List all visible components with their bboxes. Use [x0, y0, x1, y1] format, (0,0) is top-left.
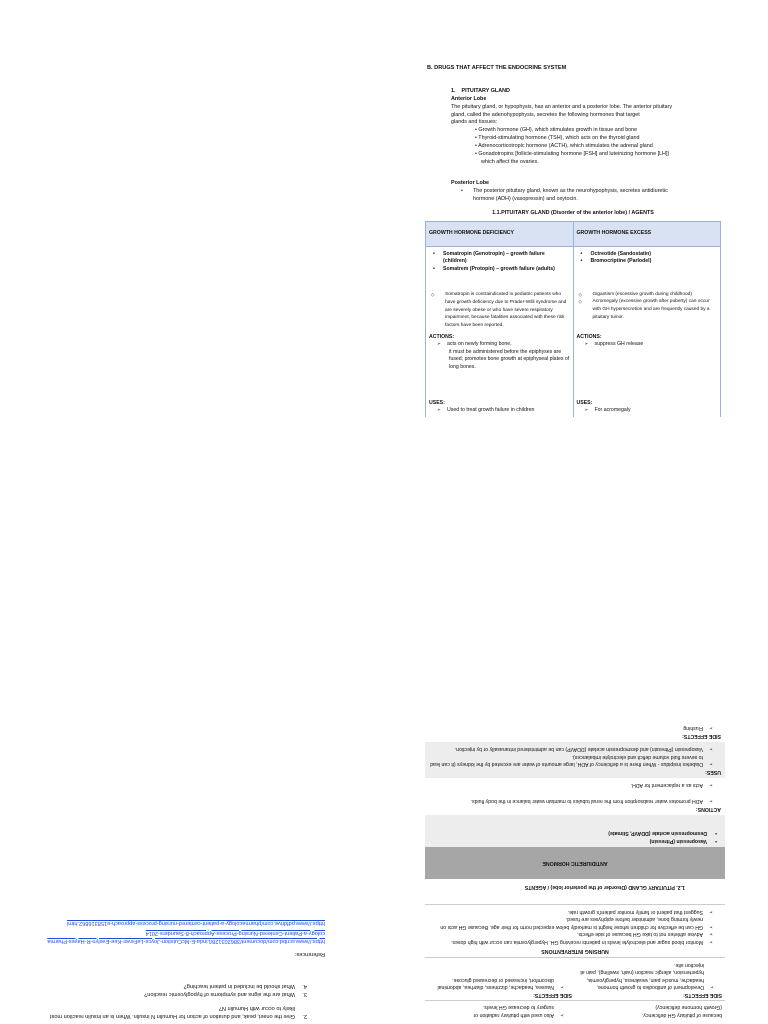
question-text: What should be included in patient teaching?	[183, 982, 295, 989]
question-text: What are the signs and symptoms of hypoglycemic reaction?	[144, 990, 295, 997]
table-cell	[573, 246, 721, 331]
document-page-upper	[425, 64, 721, 417]
table-caption: 1.2. PITUITARY GLAND (Disorder of the posterior lobe) / AGENTS	[524, 884, 685, 891]
adh-drugs	[425, 815, 725, 847]
references-block	[45, 870, 325, 1020]
table-header-row	[426, 221, 721, 246]
table-cell	[426, 332, 574, 398]
posterior-line: The posterior pituitary gland, known as the neurohypophysis, secretes antidiuretic	[473, 188, 668, 195]
drug-item: • Vasopressin (Pitressin)	[429, 836, 721, 844]
hormone-continuation: which affect the ovaries.	[481, 158, 539, 165]
hormone-item: • Growth hormone (GH), which stimulates growth in tissue and bone	[475, 127, 638, 134]
gh-right-line: ➢ Also used with pituitary radiation or	[428, 1010, 572, 1018]
nursing-item: ➢ Monitor blood sugar and electrolyte levels in patients receiving GH. Hyperglycemia can occur with high doses.	[429, 937, 721, 945]
anterior-paragraph-line: The pituitary gland, or hypophysis, has an anterior and a posterior lobe. The anterior pituitary	[451, 103, 673, 110]
side-effects-label: SIDE EFFECTS:	[683, 991, 722, 998]
drug-item: • Somatrem (Protopin) – growth failure (adults)	[429, 266, 570, 274]
nursing-item: ➢ Suggest that patient or family monitor patient's growth rate.	[429, 907, 721, 915]
actions-label: ACTIONS:	[695, 805, 721, 812]
drug-item: • Desmopressin acetate (DDAVP, Stimate)	[429, 829, 721, 837]
hormone-item: • Adrenocorticotropic hormone (ACTH), which stimulates the adrenal gland	[475, 142, 653, 149]
table-cell	[575, 1001, 725, 1020]
hormone-item-continued	[475, 159, 721, 167]
table-cell	[426, 246, 574, 331]
table-cell	[425, 1001, 575, 1020]
posterior-item	[459, 188, 721, 204]
anterior-paragraph-line: gland, called the adenohypophysis, secretes the following hormones that target	[451, 111, 640, 118]
reference-link[interactable]: https://www.scribd.com/document/386203128/Linda-E-McCuistion-Joyce-LeFever-Kee-Evelyn-R-Hayes-Pharmacology-a-Patient-Centered-Nursing-Process-Approach-8-Saunders-2014	[47, 930, 325, 945]
use-item: ➢ Used to treat growth failure in children	[429, 407, 570, 415]
agents-table	[425, 221, 721, 417]
action-item: ➢ Acts as a replacement for ADH.	[429, 781, 721, 789]
question-number: 3.	[302, 990, 307, 997]
table-cell	[426, 398, 574, 417]
actions-label: ACTIONS:	[429, 333, 455, 340]
document-page-rotated	[425, 610, 725, 1020]
action-item: ➢ ADH promotes water reabsorption from the renal tubules to maintain water balance in the body fluids.	[429, 797, 721, 805]
table-row	[425, 1000, 725, 1020]
anterior-lobe-title: Anterior Lobe	[451, 95, 487, 102]
action-item: ➢ acts on newly forming bone,	[429, 341, 570, 349]
drug-item: • Bromocriptine (Parlodel)	[577, 258, 718, 266]
drug-item: • Octreotide (Sandostatin)	[577, 251, 718, 259]
column-header: GROWTH HORMONE DEFICIENCY	[426, 221, 574, 246]
adh-uses	[425, 742, 725, 778]
table-row	[425, 957, 725, 1000]
question-item	[45, 982, 307, 990]
adh-side-effects	[425, 721, 725, 742]
adh-table	[425, 721, 725, 879]
side-effects-text: ➢ Nausea, headache, dizziness, diarrhea, abdominal discomfort, increased or decreased glucose.	[428, 975, 572, 990]
pituitary-heading: 1. PITUITARY GLAND	[451, 88, 510, 95]
table-cell	[575, 958, 725, 1000]
uses-label: USES:	[576, 399, 593, 406]
hormone-item: • Gonadotropins [follicle-stimulating hormone [FSH] and luteinizing hormone [LH])	[475, 150, 670, 157]
posterior-lobe-title: Posterior Lobe	[451, 180, 490, 187]
hormone-list	[425, 127, 721, 166]
posterior-list	[425, 188, 721, 204]
use-item: ➢ Diabetes insipidus - When there is a deficiency of ADH, large amounts of water are excreted by the kidneys (it can lead to severe fluid volume deficit and electrolyte imbalances).	[429, 752, 721, 767]
condition-note: ◇ Acromegaly (excessive growth after puberty) can occur with GH hypersecretion and are frequently caused by a pituitary tumor.	[579, 298, 718, 321]
hormone-item: • Thyroid-stimulating hormone (TSH), which acts on the thyroid gland	[475, 135, 640, 142]
side-effects-text: ➢ Development of antibodies to growth hormone, headache, muscle pain, weakness, hyperglycemia, hypertension, allergic reaction (rash, swelling), pain at injection site.	[578, 960, 722, 990]
gh-left-line: because of pituitary GH deficiency.	[642, 1012, 722, 1018]
section-title: B. DRUGS THAT AFFECT THE ENDOCRINE SYSTEM	[427, 65, 567, 71]
side-effects-label: SIDE EFFECTS:	[682, 732, 721, 739]
side-effects-label: SIDE EFFECTS:	[533, 991, 572, 998]
posterior-lobe-block	[425, 180, 721, 203]
nursing-interventions-title: NURSING INTERVENTIONS	[541, 948, 609, 955]
references-label: References:	[294, 950, 325, 957]
table-row	[426, 398, 721, 417]
question-number: 4.	[302, 982, 307, 989]
gh-right-line: surgery to decrease GH levels.	[482, 1004, 554, 1011]
uses-label: USES:	[429, 399, 445, 406]
question-number: 2.	[302, 1013, 307, 1019]
table-cell	[573, 332, 721, 398]
nursing-list	[425, 904, 725, 947]
condition-note: ◇ Gigantism (excessive growth during childhood)	[579, 291, 718, 299]
anterior-paragraph-line: glands and tissues:	[451, 119, 498, 126]
actions-label: ACTIONS:	[576, 333, 602, 340]
nursing-item: ➢ Advise athletes not to take GH because of side effects.	[429, 930, 721, 938]
question-text: Give the onset, peak, and duration of action for Humulin N insulin. When is an insulin reaction most likely to occur with Humulin N?	[49, 1004, 295, 1019]
table-cell	[425, 958, 575, 1000]
nursing-item: ➢ GH can be effective for children whose height is markedly below expected norm for their age. Because GH acts on newly forming bone, administer before epiphyses are fused.	[429, 915, 721, 930]
uses-label: USES:	[705, 768, 721, 775]
question-item	[45, 1004, 307, 1020]
table-row	[426, 332, 721, 398]
adh-actions	[425, 778, 725, 815]
contraindication-note: ◇ Somatropin is contraindicated in pediatric patients who have growth deficiency due to Prader-Willi syndrome and are severely obese or who have severe respiratory impairment, because fatalities associated with these risk factors have been reported.	[431, 291, 570, 329]
action-continuation: it must be administered before the epiphyses are fused; promotes bone growth at epiphyseal plates of long bones.	[449, 348, 570, 370]
drug-item: • Somatropin (Genotropin) – growth failure (children)	[429, 251, 570, 266]
gh-left-line: (Growth hormone deficiency)	[655, 1004, 722, 1011]
action-item: ➢ suppress GH release	[577, 341, 718, 349]
adh-header: ANTIDIURETIC HORMONE	[425, 847, 725, 879]
use-item: ➢ For acromegaly	[577, 407, 718, 415]
table-caption: 1.1.PITUITARY GLAND (Disorder of the anterior lobe) / AGENTS	[492, 209, 654, 216]
question-item	[45, 990, 307, 998]
use-item: ➢ Vasopressin (Pitressin) and desmopressin acetate (DDAVP) can be administered intranasally or by injection.	[429, 745, 721, 753]
reference-link[interactable]: https://www.pdfdrive.com/pharmacology-a-patient-centered-nursing-process-approach-e158316862.html	[66, 920, 325, 927]
column-header: GROWTH HORMONE EXCESS	[573, 221, 721, 246]
table-cell	[573, 398, 721, 417]
posterior-line: hormone (ADH) (vasopressin) and oxytocin.	[473, 196, 578, 203]
table-row	[426, 246, 721, 331]
side-effect-item: ➢ Flushing	[429, 724, 721, 732]
